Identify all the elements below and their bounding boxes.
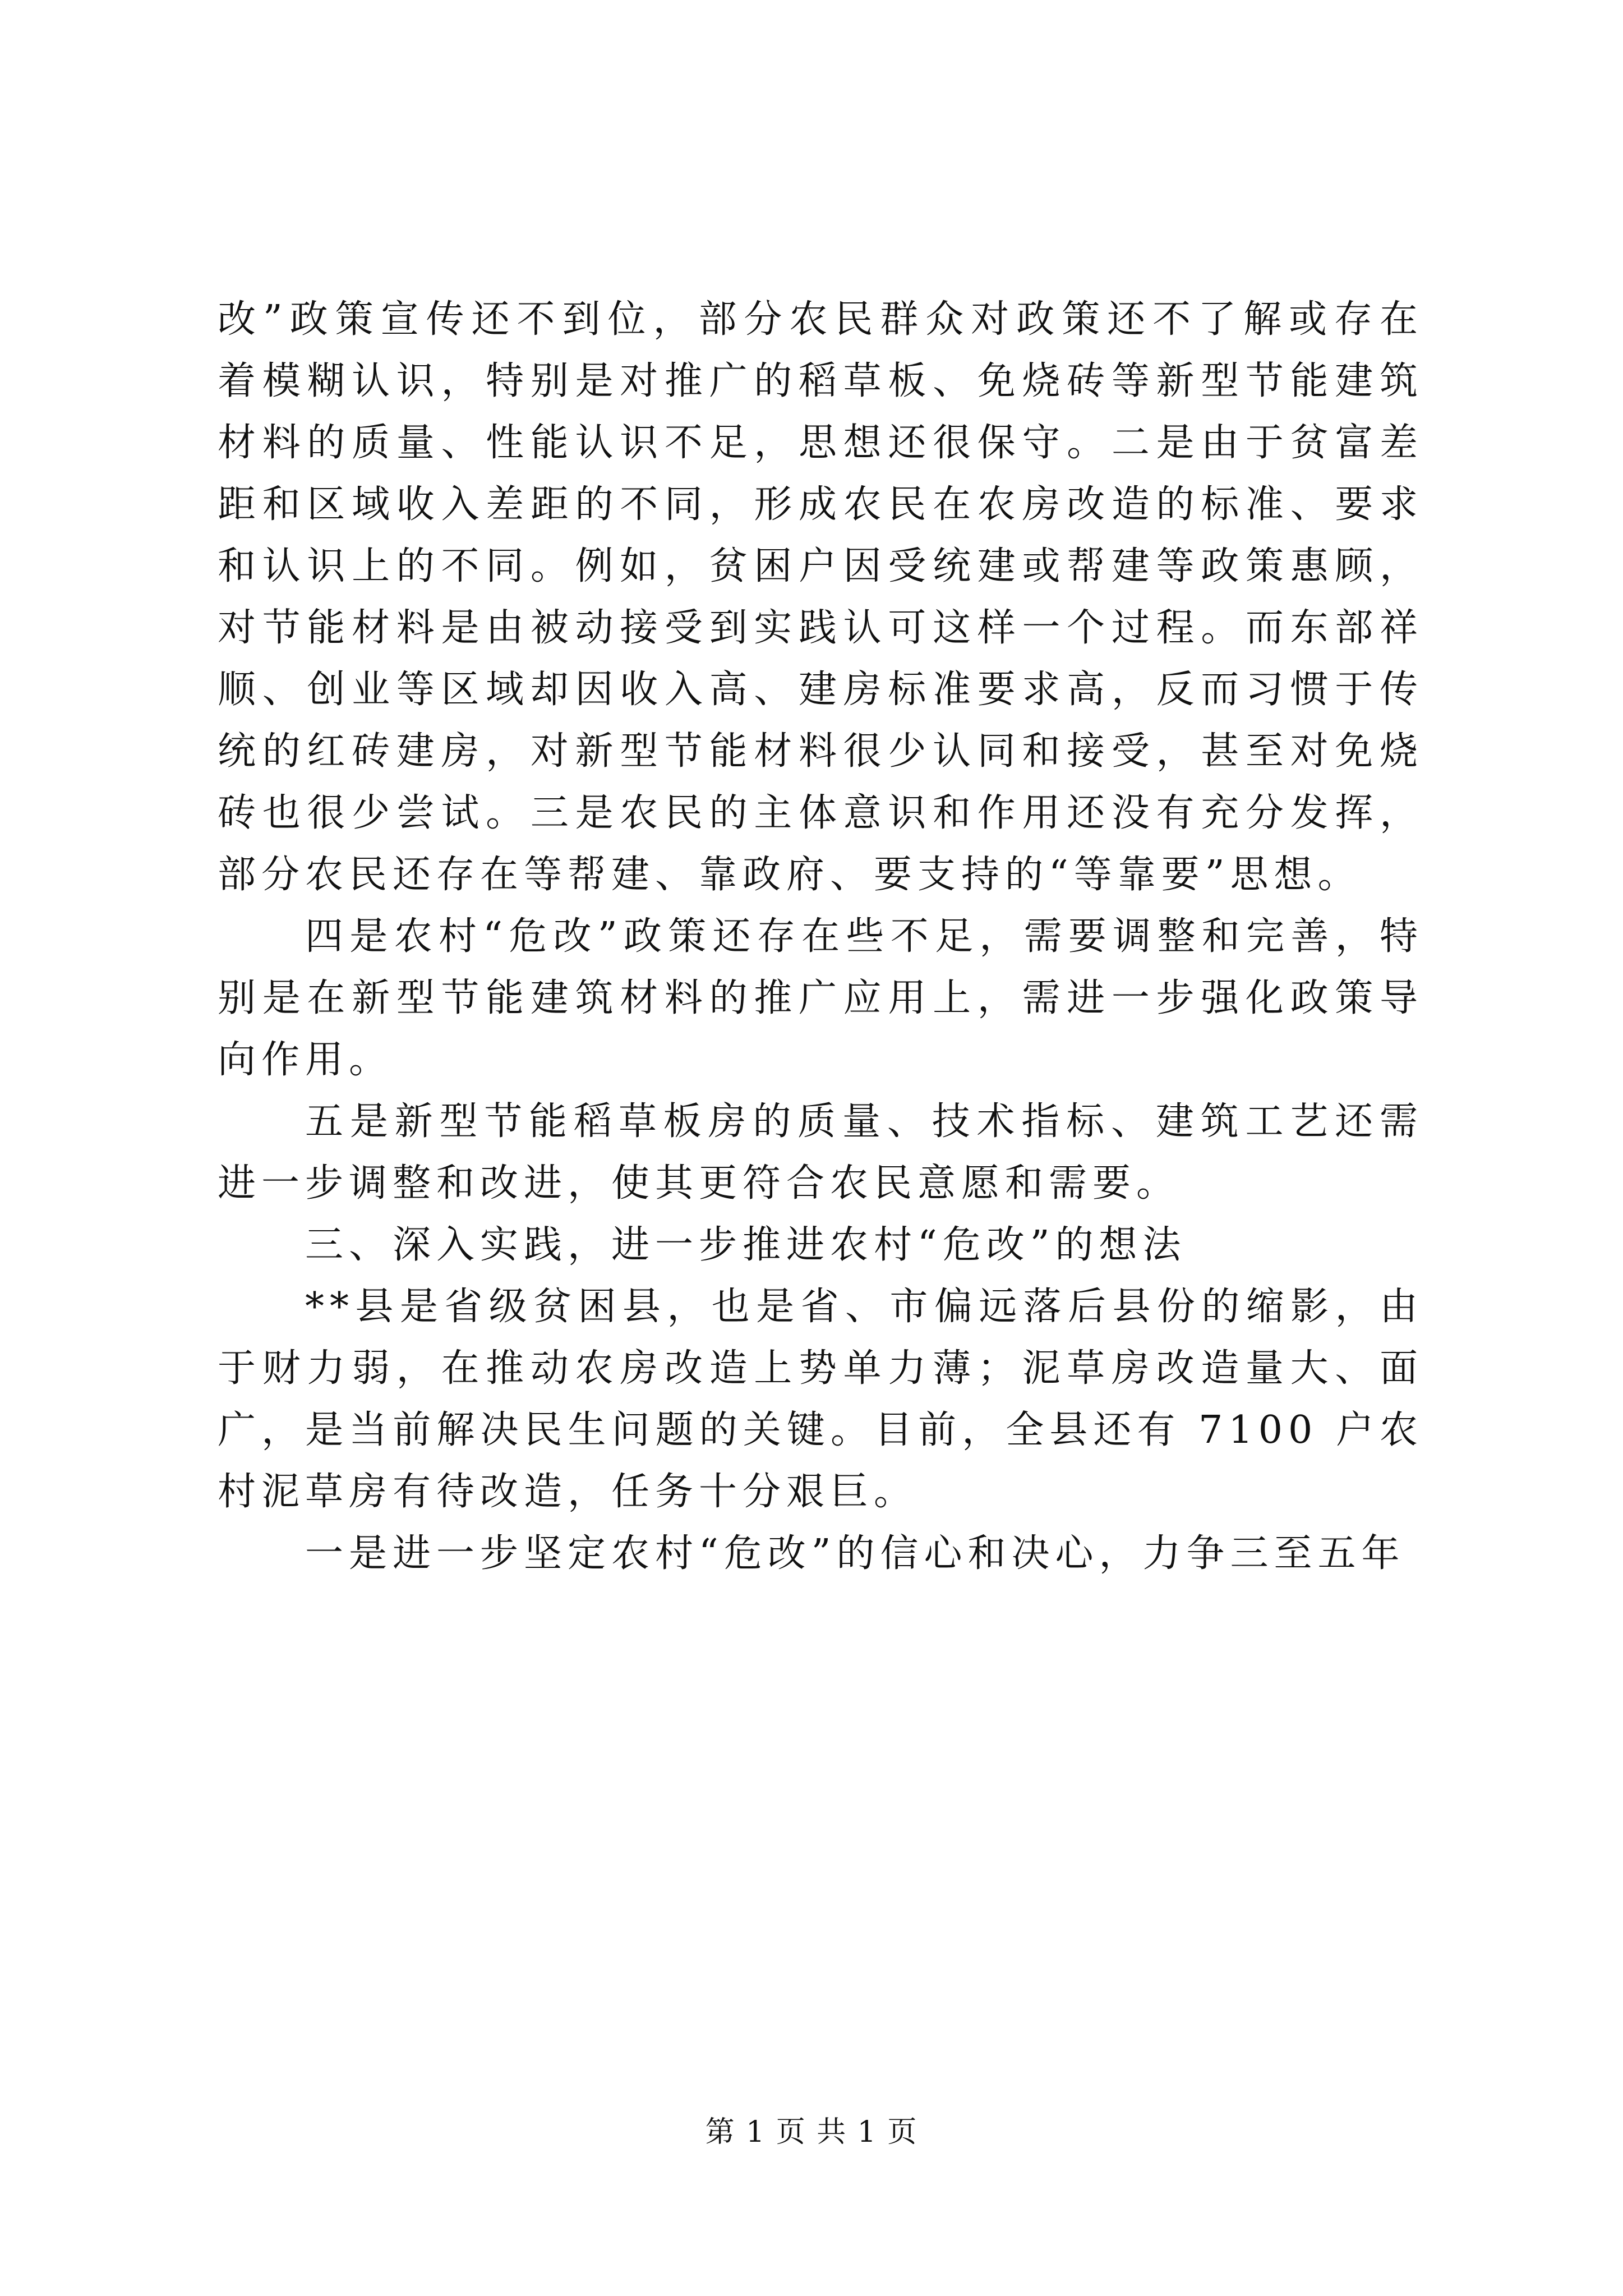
document-body [218,289,1423,1585]
section-heading-three: 三、深入实践，进一步推进农村“危改”的想法 [305,1223,1187,1267]
paragraph-continued: 改”政策宣传还不到位，部分农民群众对政策还不了解或存在着模糊认识，特别是对推广的稻草板、免烧砖等新型节能建筑材料的质量、性能认识不足，思想还很保守。二是由于贫富差距和区域收入差距的不同，形成农民在农房改造的标准、要求和认识上的不同。例如，贫困户因受统建或帮建等政策惠顾，对节能材料是由被动接受到实践认可这样一个过程。而东部祥顺、创业等区域却因收入高、建房标准要求高，反而习惯于传统的红砖建房，对新型节能材料很少认同和接受，甚至对免烧砖也很少尝试。三是农民的主体意识和作用还没有充分发挥，部分农民还存在等帮建、靠政府、要支持的“等靠要”思想。 [218,297,1423,897]
paragraph-point-four: 四是农村“危改”政策还存在些不足，需要调整和完善，特别是在新型节能建筑材料的推广应用上，需进一步强化政策导向作用。 [218,914,1423,1082]
paragraph-point-one: 一是进一步坚定农村“危改”的信心和决心，力争三至五年 [305,1531,1405,1576]
paragraph-point-five: 五是新型节能稻草板房的质量、技术指标、建筑工艺还需进一步调整和改进，使其更符合农民意愿和需要。 [218,1099,1423,1205]
paragraph-county-overview: **县是省级贫困县，也是省、市偏远落后县份的缩影，由于财力弱，在推动农房改造上势单力薄；泥草房改造量大、面广，是当前解决民生问题的关键。目前，全县还有 7100 户农村泥草房有待改造，任务十分艰巨。 [218,1285,1423,1514]
page-footer: 第 1 页 共 1 页 [705,2115,918,2149]
